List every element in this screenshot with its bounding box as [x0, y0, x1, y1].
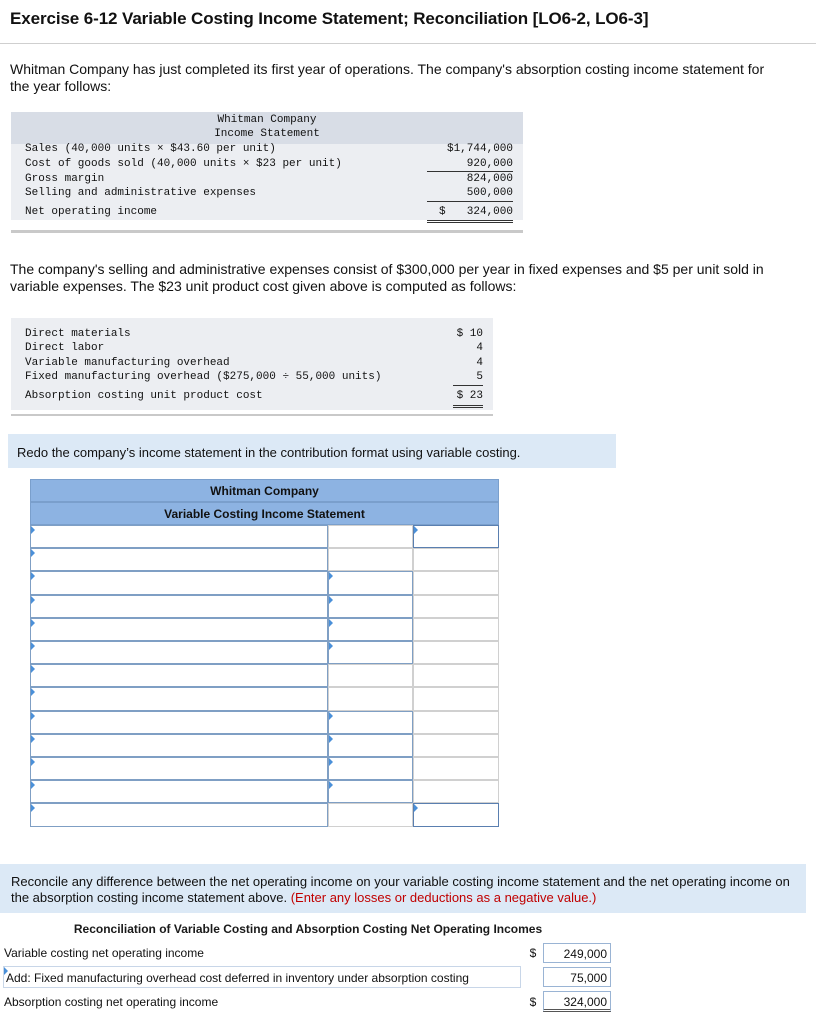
unit-cost-label: Direct labor — [25, 342, 105, 354]
unit-cost-amount: 4 — [476, 342, 483, 354]
vc-input-cell[interactable] — [30, 548, 328, 571]
underline — [427, 171, 513, 172]
vc-statement-header: Variable Costing Income Statement — [30, 502, 499, 525]
divider — [0, 43, 816, 44]
vc-input-cell[interactable] — [413, 525, 499, 548]
vc-input-cell[interactable] — [328, 780, 413, 803]
statement-row-label: Net operating income — [25, 206, 158, 218]
vc-company-header: Whitman Company — [30, 479, 499, 502]
reconciliation-row-label: Add: Fixed manufacturing overhead cost deferred in inventory under absorption costing — [6, 971, 469, 985]
input-marker-icon — [31, 526, 35, 534]
reconciliation-title: Reconciliation of Variable Costing and Absorption Costing Net Operating Incomes — [73, 922, 543, 936]
reconciliation-value-input[interactable] — [543, 967, 611, 987]
input-marker-icon — [329, 735, 333, 743]
vc-input-cell[interactable] — [413, 664, 499, 687]
input-marker-icon — [31, 758, 35, 766]
statement-row-amount: 500,000 — [466, 187, 513, 199]
vc-input-cell[interactable] — [413, 641, 499, 664]
statement-row-amount: 920,000 — [466, 158, 513, 170]
unit-cost-label: Variable manufacturing overhead — [25, 357, 230, 369]
vc-input-cell[interactable] — [413, 780, 499, 803]
unit-cost-amount: 5 — [476, 371, 483, 383]
page-title: Exercise 6-12 Variable Costing Income Statement; Reconciliation [LO6-2, LO6-3] — [10, 9, 649, 28]
vc-input-cell[interactable] — [328, 664, 413, 687]
input-marker-icon — [329, 619, 333, 627]
unit-cost-table — [11, 318, 493, 410]
input-marker-icon — [329, 642, 333, 650]
vc-input-cell[interactable] — [413, 803, 499, 826]
intro-text: Whitman Company has just completed its first year of operations. The company's absorption costing income statement for the year follows: — [10, 61, 765, 94]
reconciliation-label-input[interactable] — [3, 966, 521, 988]
statement-heading: Income Statement — [214, 128, 320, 140]
input-marker-icon — [329, 572, 333, 580]
reconciliation-value: 249,000 — [563, 947, 607, 961]
vc-input-cell[interactable] — [328, 595, 413, 618]
statement-footer-bar — [11, 230, 523, 233]
unit-cost-label: Absorption costing unit product cost — [25, 390, 263, 402]
vc-input-cell[interactable] — [30, 571, 328, 594]
vc-input-cell[interactable] — [328, 618, 413, 641]
input-marker-icon — [329, 712, 333, 720]
cost-description-text: The company's selling and administrative expenses consist of $300,000 per year in fixed expenses and $5 per unit sold in variable expenses. The $23 unit product cost given above is computed as follows: — [10, 261, 764, 294]
underline — [453, 385, 483, 386]
vc-input-cell[interactable] — [328, 734, 413, 757]
unit-cost-label: Fixed manufacturing overhead ($275,000 ÷ 55,000 units) — [25, 371, 382, 383]
input-marker-icon — [31, 804, 35, 812]
input-marker-icon — [414, 526, 418, 534]
input-marker-icon — [329, 758, 333, 766]
vc-input-cell[interactable] — [328, 711, 413, 734]
vc-input-cell[interactable] — [328, 757, 413, 780]
vc-input-cell[interactable] — [30, 687, 328, 710]
vc-input-cell[interactable] — [413, 595, 499, 618]
input-marker-icon — [31, 619, 35, 627]
vc-input-cell[interactable] — [413, 757, 499, 780]
reconciliation-value-input[interactable] — [543, 943, 611, 963]
statement-company: Whitman Company — [217, 114, 317, 126]
input-marker-icon — [329, 781, 333, 789]
vc-input-cell[interactable] — [328, 803, 413, 826]
vc-input-cell[interactable] — [413, 618, 499, 641]
reconciliation-dollar-sign: $ — [529, 995, 537, 1009]
input-marker-icon — [31, 735, 35, 743]
reconcile-instruction-note: (Enter any losses or deductions as a negative value.) — [290, 890, 597, 905]
reconciliation-value: 75,000 — [570, 971, 607, 985]
statement-row-amount: 824,000 — [466, 173, 513, 185]
input-marker-icon — [329, 596, 333, 604]
vc-input-cell[interactable] — [30, 595, 328, 618]
statement-row-amount: 324,000 — [466, 206, 513, 218]
vc-input-cell[interactable] — [328, 548, 413, 571]
vc-input-cell[interactable] — [30, 618, 328, 641]
statement-row-label: Cost of goods sold (40,000 units × $23 per unit) — [25, 158, 342, 170]
unit-cost-amount: $ 23 — [456, 390, 483, 402]
input-marker-icon — [31, 549, 35, 557]
vc-input-cell[interactable] — [30, 711, 328, 734]
input-marker-icon — [31, 572, 35, 580]
input-marker-icon — [31, 665, 35, 673]
instruction-box — [8, 434, 616, 468]
instruction-text: Redo the company’s income statement in the contribution format using variable costing. — [17, 445, 521, 460]
reconciliation-dollar-sign: $ — [529, 946, 537, 960]
unit-cost-label: Direct materials — [25, 328, 131, 340]
vc-input-cell[interactable] — [413, 548, 499, 571]
vc-input-cell[interactable] — [30, 525, 328, 548]
statement-row-label: Selling and administrative expenses — [25, 187, 257, 199]
vc-input-cell[interactable] — [413, 571, 499, 594]
underline — [427, 201, 513, 202]
reconcile-instruction-box — [0, 864, 806, 913]
input-marker-icon — [31, 642, 35, 650]
reconciliation-value: 324,000 — [563, 995, 607, 1009]
unit-cost-amount: 4 — [476, 357, 483, 369]
double-underline — [453, 405, 483, 408]
vc-input-cell[interactable] — [413, 687, 499, 710]
vc-input-cell[interactable] — [328, 525, 413, 548]
statement-row-label: Gross margin — [25, 173, 105, 185]
reconciliation-row-label: Variable costing net operating income — [4, 946, 204, 960]
input-marker-icon — [414, 804, 418, 812]
vc-input-cell[interactable] — [413, 711, 499, 734]
vc-input-cell[interactable] — [413, 734, 499, 757]
vc-input-cell[interactable] — [328, 687, 413, 710]
vc-input-cell[interactable] — [328, 641, 413, 664]
statement-dollar-sign: $ — [439, 206, 446, 218]
reconcile-instruction-text: Reconcile any difference between the net operating income on your variable costing income statement and the net operating income on the absorption costing income statement above. — [11, 874, 790, 905]
vc-input-cell[interactable] — [30, 664, 328, 687]
reconciliation-row-label: Absorption costing net operating income — [4, 995, 219, 1009]
vc-input-cell[interactable] — [30, 757, 328, 780]
double-underline — [427, 220, 513, 223]
vc-input-cell[interactable] — [30, 734, 328, 757]
input-marker-icon — [31, 712, 35, 720]
statement-row-label: Sales (40,000 units × $43.60 per unit) — [25, 143, 276, 155]
reconciliation-value-input[interactable] — [543, 991, 611, 1012]
vc-input-cell[interactable] — [30, 780, 328, 803]
vc-input-cell[interactable] — [30, 641, 328, 664]
absorption-income-statement — [11, 112, 523, 220]
vc-input-cell[interactable] — [328, 571, 413, 594]
input-marker-icon — [31, 688, 35, 696]
input-marker-icon — [31, 596, 35, 604]
input-marker-icon — [31, 781, 35, 789]
unit-cost-amount: $ 10 — [456, 328, 483, 340]
unit-cost-footer-bar — [11, 414, 493, 416]
statement-row-amount: $1,744,000 — [446, 143, 513, 155]
vc-input-cell[interactable] — [30, 803, 328, 826]
